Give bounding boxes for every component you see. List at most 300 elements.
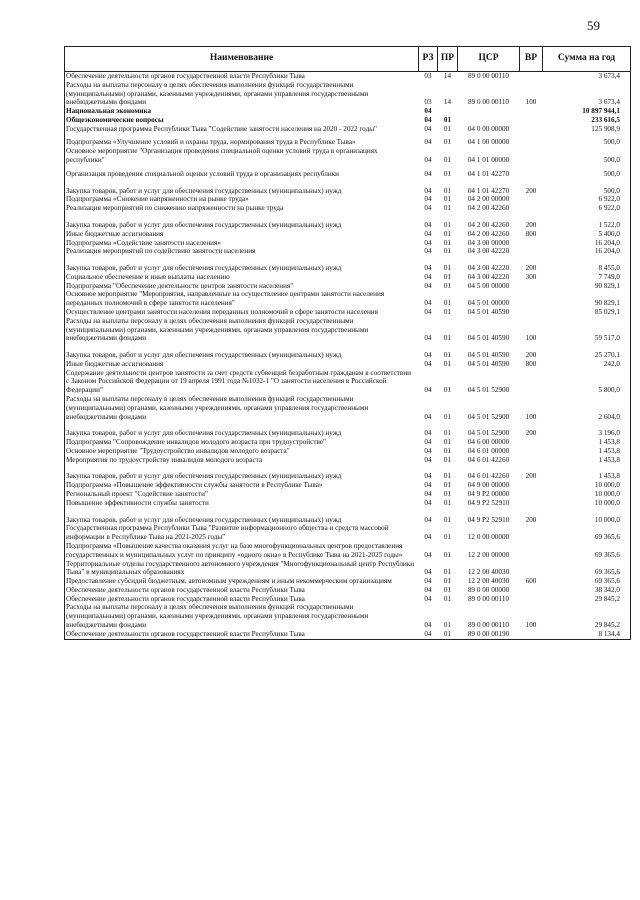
cell-vr: 200 (525, 515, 537, 524)
cell-vr: 100 (525, 620, 537, 629)
table-row (65, 369, 631, 395)
cell-vr (520, 560, 543, 578)
cell-csr: 89 0 00 00110 (467, 620, 510, 629)
table-row (65, 456, 631, 465)
cell-vr (520, 630, 543, 639)
cell-vr (520, 447, 543, 456)
cell-sum: 90 829,1 (594, 281, 620, 290)
table-row (65, 247, 631, 256)
cell-name: Расходы на выплаты персоналу в целях обеспечения выполнения функций государственными (муниципальными) органами, казенными учреждениями, органами управления государственными внебюджетными фондами (66, 316, 369, 343)
cell-rz: 04 (424, 429, 432, 438)
cell-rz: 04 (424, 455, 432, 464)
table-row (65, 524, 631, 542)
cell-pr: 01 (443, 585, 452, 594)
cell-sum: 25 270,1 (594, 351, 620, 360)
cell-name: Расходы на выплаты персоналу в целях обеспечения выполнения функций государственными (муниципальными) органами, казенными учреждениями, органами управления государственными внебюджетными фондами (66, 603, 369, 629)
page-number: 59 (587, 18, 600, 33)
cell-csr: 04 5 01 52900 (467, 429, 510, 438)
cell-name: Социальное обеспечение и иные выплаты населению (66, 272, 230, 281)
cell-csr: 89 0 00 00110 (467, 594, 510, 603)
table-row (65, 464, 631, 481)
cell-csr: 04 9 P2 52910 (467, 498, 510, 507)
cell-csr: 04 3 00 42220 (467, 247, 510, 256)
cell-csr: 89 0 00 00110 (467, 72, 510, 80)
cell-rz: 04 (424, 229, 432, 238)
header-csr: ЦСР (458, 47, 520, 72)
cell-name: Основное мероприятие "Трудоустройство инвалидов молодого возраста" (66, 446, 290, 455)
table-row (65, 308, 631, 317)
table-row (65, 481, 631, 490)
cell-rz: 03 (424, 72, 432, 80)
cell-sum: 69 365,6 (594, 533, 620, 542)
cell-csr: 04 5 01 40590 (467, 351, 510, 360)
cell-vr: 200 (525, 186, 537, 195)
cell-name: Реализация мероприятий по содействию занятости населения (66, 247, 256, 256)
cell-name: Подпрограмма «Содействие занятости населения» (66, 238, 221, 247)
cell-sum: 10 000,0 (594, 498, 620, 507)
table-row (65, 165, 631, 179)
cell-rz: 04 (424, 359, 432, 368)
cell-vr (520, 586, 543, 595)
cell-pr: 01 (443, 272, 452, 281)
cell-pr: 01 (443, 299, 452, 308)
cell-pr: 14 (443, 72, 452, 80)
header-pr: ПР (438, 47, 458, 72)
table-row (65, 499, 631, 508)
table-row (65, 230, 631, 239)
cell-sum: 5 400,0 (598, 229, 620, 238)
cell-sum: 38 342,0 (594, 585, 620, 594)
cell-rz: 04 (424, 299, 432, 308)
cell-rz: 04 (424, 272, 432, 281)
cell-sum: 10 000,0 (594, 490, 620, 499)
cell-pr: 01 (443, 577, 452, 586)
cell-sum: 3 673,4 (598, 72, 620, 80)
cell-sum: 500,0 (603, 186, 620, 195)
table-header (65, 47, 631, 72)
cell-pr: 01 (443, 334, 452, 343)
cell-csr: 04 9 P2 00000 (467, 490, 510, 499)
cell-vr (520, 116, 543, 125)
cell-pr: 01 (443, 429, 452, 438)
cell-sum: 29 845,2 (594, 594, 620, 603)
header-vr: ВР (520, 47, 543, 72)
cell-sum: 3 673,4 (598, 98, 620, 107)
cell-rz: 04 (424, 169, 432, 178)
cell-name: Подпрограмма «Снижение напряженности на рынке труда» (66, 195, 249, 204)
cell-name: Иные бюджетные ассигнования (66, 359, 164, 368)
cell-pr: 01 (443, 195, 452, 204)
cell-vr: 200 (525, 220, 537, 229)
cell-sum: 8 134,4 (598, 629, 620, 638)
cell-vr (520, 282, 543, 291)
cell-name: Территориальные отделы государственного автономного учреждения "Многофункциональный центр Республики Тыва" в муниципальных образованиях (66, 559, 415, 577)
table-row (65, 116, 631, 125)
cell-vr: 100 (525, 98, 537, 107)
cell-pr: 01 (443, 533, 452, 542)
table-row (65, 195, 631, 204)
cell-rz: 04 (424, 247, 432, 256)
table-row (65, 282, 631, 291)
cell-name: Общеэкономические вопросы (66, 115, 164, 124)
cell-rz: 04 (424, 472, 432, 481)
cell-pr: 01 (443, 438, 452, 447)
cell-csr: 04 6 00 00000 (467, 438, 510, 447)
cell-vr: 100 (525, 412, 537, 421)
cell-csr: 04 9 P2 52910 (467, 515, 510, 524)
cell-vr: 600 (525, 577, 537, 586)
cell-pr: 01 (443, 169, 452, 178)
cell-csr: 12 2 00 00000 (467, 550, 510, 559)
cell-name: Иные бюджетные ассигнования (66, 229, 164, 238)
cell-pr: 01 (443, 281, 452, 290)
table-row (65, 213, 631, 230)
cell-name: Подпрограмма "Обеспечение деятельности центров занятости населения" (66, 281, 294, 290)
cell-pr: 01 (443, 229, 452, 238)
cell-vr (520, 456, 543, 465)
cell-vr: 200 (525, 429, 537, 438)
cell-name: Закупка товаров, работ и услуг для обеспечения государственных (муниципальных) нужд (66, 429, 342, 438)
cell-pr: 01 (443, 186, 452, 195)
cell-pr: 01 (443, 455, 452, 464)
table-row (65, 603, 631, 629)
cell-csr: 04 2 00 42260 (467, 220, 510, 229)
cell-name: Обеспечение деятельности органов государственной власти Республики Тыва (66, 585, 305, 594)
cell-pr: 14 (443, 98, 452, 107)
cell-pr: 01 (443, 568, 452, 577)
cell-sum: 69 365,6 (594, 568, 620, 577)
cell-rz: 04 (424, 124, 432, 133)
cell-rz: 04 (424, 204, 432, 213)
table-row (65, 595, 631, 604)
header-name: Наименование (65, 47, 419, 72)
table-row (65, 290, 631, 308)
cell-pr: 01 (443, 359, 452, 368)
cell-name: Закупка товаров, работ и услуг для обеспечения государственных (муниципальных) нужд (66, 515, 342, 524)
cell-name: Государственная программа Республики Тыва "Развитие информационного общества и средств массовой информации в Республике Тыва на 2021-2025 годы" (66, 524, 389, 542)
cell-csr: 04 6 01 42260 (467, 472, 510, 481)
cell-pr: 01 (443, 594, 452, 603)
cell-sum: 3 196,0 (598, 429, 620, 438)
cell-name: Осуществление центрами занятости населения переданных полномочий в сфере занятости населения (66, 307, 378, 316)
cell-sum: 1 522,0 (598, 220, 620, 229)
cell-name: Закупка товаров, работ и услуг для обеспечения государственных (муниципальных) нужд (66, 351, 342, 360)
cell-csr: 04 5 01 40590 (467, 334, 510, 343)
cell-sum: 5 800,0 (598, 386, 620, 395)
cell-csr: 04 6 01 42260 (467, 455, 510, 464)
table-row (65, 577, 631, 586)
cell-csr: 04 1 00 00000 (467, 138, 510, 147)
cell-name: Обеспечение деятельности органов государственной власти Республики Тыва (66, 594, 305, 603)
cell-rz: 04 (424, 438, 432, 447)
cell-name: Национальная экономика (66, 107, 152, 116)
table-row (65, 508, 631, 525)
table-row (65, 490, 631, 499)
cell-vr: 200 (525, 264, 537, 273)
cell-vr (520, 165, 543, 179)
cell-rz: 04 (424, 490, 432, 499)
cell-sum: 10 897 944,1 (582, 107, 620, 116)
cell-csr (458, 116, 520, 125)
cell-rz: 04 (424, 446, 432, 455)
cell-vr (520, 247, 543, 256)
cell-rz: 04 (424, 281, 432, 290)
cell-name: Организация проведения специальной оценки условий труда в организациях республики (66, 169, 340, 178)
cell-name: Расходы на выплаты персоналу в целях обеспечения выполнения функций государственными (муниципальными) органами, казенными учреждениями, органами управления государственными внебюджетными фондами (66, 80, 369, 107)
cell-csr: 89 0 00 00000 (467, 585, 510, 594)
cell-pr: 01 (443, 412, 452, 421)
cell-name: Обеспечение деятельности органов государственной власти Республики Тыва (66, 72, 305, 80)
header-sum: Сумма на год (543, 47, 631, 72)
cell-vr (520, 481, 543, 490)
cell-sum: 7 749,0 (598, 272, 620, 281)
cell-name: Мероприятия по трудоустройству инвалидов молодого возраста (66, 455, 263, 464)
cell-vr (520, 125, 543, 134)
cell-csr: 04 6 01 00000 (467, 446, 510, 455)
cell-rz: 04 (424, 568, 432, 577)
cell-rz: 04 (424, 238, 432, 247)
cell-name: Предоставление субсидий бюджетным, автономным учреждениям и иным некоммерческим организациям (66, 577, 392, 586)
cell-csr: 04 5 01 00000 (467, 299, 510, 308)
table-row (65, 343, 631, 360)
cell-name: Закупка товаров, работ и услуг для обеспечения государственных (муниципальных) нужд (66, 220, 342, 229)
cell-sum: 1 453,8 (598, 472, 620, 481)
cell-sum: 69 365,6 (594, 577, 620, 586)
cell-pr: 01 (443, 156, 452, 165)
cell-vr (520, 524, 543, 542)
cell-name: Реализация мероприятий по снижению напряженности на рынке труда (66, 204, 284, 213)
cell-vr (520, 542, 543, 560)
cell-sum: 6 922,0 (598, 195, 620, 204)
cell-rz: 04 (424, 220, 432, 229)
table-row (65, 586, 631, 595)
cell-vr: 800 (525, 359, 537, 368)
cell-csr: 04 3 00 42220 (467, 264, 510, 273)
table-row (65, 630, 631, 639)
cell-name: Подпрограмма «Повышение качества оказания услуг на базе многофункциональных центров предоставления государственных и муниципальных услуг по принципу «одного окна» в Республике Тыва на 2021-2025 годы» (66, 541, 403, 559)
cell-rz: 04 (424, 515, 432, 524)
table-row (65, 179, 631, 196)
cell-pr: 01 (443, 629, 452, 638)
cell-pr: 01 (443, 220, 452, 229)
cell-rz: 04 (424, 107, 432, 116)
cell-pr: 01 (443, 490, 452, 499)
cell-pr: 01 (443, 472, 452, 481)
cell-rz: 04 (424, 351, 432, 360)
cell-name: Повышение эффективности службы занятости (66, 498, 209, 507)
cell-csr: 04 5 01 52900 (467, 386, 510, 395)
cell-sum: 1 453,8 (598, 446, 620, 455)
cell-csr: 04 1 01 00000 (467, 156, 510, 165)
cell-vr (520, 239, 543, 248)
cell-csr: 04 3 00 42220 (467, 272, 510, 281)
cell-sum: 500,0 (603, 138, 620, 147)
cell-pr: 01 (443, 351, 452, 360)
cell-sum: 85 029,1 (594, 307, 620, 316)
cell-csr: 12 0 00 00000 (467, 533, 510, 542)
table-row (65, 421, 631, 438)
cell-name: Закупка товаров, работ и услуг для обеспечения государственных (муниципальных) нужд (66, 472, 342, 481)
table-row (65, 395, 631, 421)
cell-pr: 01 (443, 138, 452, 147)
cell-pr: 01 (443, 115, 452, 124)
cell-vr (520, 490, 543, 499)
cell-sum: 90 829,1 (594, 299, 620, 308)
cell-vr (520, 107, 543, 116)
cell-vr (520, 147, 543, 165)
cell-sum: 59 517,0 (594, 334, 620, 343)
cell-sum: 16 204,0 (594, 238, 620, 247)
cell-rz: 04 (424, 498, 432, 507)
cell-sum: 29 845,2 (594, 620, 620, 629)
cell-vr (520, 133, 543, 147)
cell-rz: 04 (424, 264, 432, 273)
cell-rz: 04 (424, 594, 432, 603)
cell-name: Закупка товаров, работ и услуг для обеспечения государственных (муниципальных) нужд (66, 264, 342, 273)
cell-name: Обеспечение деятельности органов государственной власти Республики Тыва (66, 629, 305, 638)
cell-csr: 04 2 00 42260 (467, 204, 510, 213)
cell-rz: 04 (424, 412, 432, 421)
cell-csr: 04 5 01 40590 (467, 307, 510, 316)
cell-vr: 300 (525, 272, 537, 281)
cell-name: Подпрограмма "Сопровождение инвалидов молодого возраста при трудоустройстве" (66, 438, 326, 447)
cell-name: Государственная программа Республики Тыва "Содействие занятости населения на 2020 - 2022 годы" (66, 124, 377, 133)
cell-sum: 6 922,0 (598, 204, 620, 213)
table-row (65, 147, 631, 165)
cell-rz: 04 (424, 307, 432, 316)
cell-pr: 01 (443, 204, 452, 213)
cell-csr: 04 1 01 42270 (467, 169, 510, 178)
cell-vr (520, 499, 543, 508)
table-row (65, 542, 631, 560)
cell-sum: 242,0 (603, 359, 620, 368)
header-rz: РЗ (419, 47, 438, 72)
table-body (65, 72, 631, 640)
cell-sum: 500,0 (603, 169, 620, 178)
cell-pr: 01 (443, 481, 452, 490)
cell-vr (520, 369, 543, 395)
cell-vr (520, 290, 543, 308)
cell-name: Подпрограмма «Повышение эффективности службы занятости в Республике Тыва» (66, 481, 323, 490)
cell-pr: 01 (443, 238, 452, 247)
cell-name: Региональный проект "Содействие занятости" (66, 490, 208, 499)
table-row (65, 107, 631, 116)
cell-csr: 04 2 00 42260 (467, 229, 510, 238)
cell-pr: 01 (443, 247, 452, 256)
cell-sum: 1 453,8 (598, 455, 620, 464)
cell-name: Основное мероприятие "Организация проведения специальной оценки условий труда в организациях республики" (66, 147, 378, 165)
cell-csr: 12 2 00 40030 (467, 568, 510, 577)
table-row (65, 125, 631, 134)
cell-pr: 01 (443, 124, 452, 133)
cell-name: Расходы на выплаты персоналу в целях обеспечения выполнения функций государственными (муниципальными) органами, казенными учреждениями, органами управления государственными внебюджетными фондами (66, 395, 369, 421)
cell-csr: 04 5 00 00000 (467, 281, 510, 290)
cell-pr: 01 (443, 550, 452, 559)
cell-name: Закупка товаров, работ и услуг для обеспечения государственных (муниципальных) нужд (66, 186, 342, 195)
cell-pr: 01 (443, 498, 452, 507)
cell-sum: 1 453,8 (598, 438, 620, 447)
cell-pr: 01 (443, 264, 452, 273)
cell-pr: 01 (443, 446, 452, 455)
table-row (65, 273, 631, 282)
table-row (65, 256, 631, 273)
cell-csr (458, 107, 520, 116)
cell-name: Основное мероприятие "Мероприятия, направленные на осуществление центрами занятости населения переданных полномочий в сфере занятости населения" (66, 290, 385, 308)
cell-sum: 16 204,0 (594, 247, 620, 256)
cell-csr: 04 5 01 52900 (467, 412, 510, 421)
table-row (65, 360, 631, 369)
cell-vr: 200 (525, 351, 537, 360)
cell-vr: 800 (525, 229, 537, 238)
cell-vr (520, 308, 543, 317)
cell-csr: 04 5 01 40590 (467, 359, 510, 368)
cell-rz: 04 (424, 195, 432, 204)
cell-rz: 04 (424, 629, 432, 638)
cell-rz: 04 (424, 386, 432, 395)
cell-rz: 04 (424, 156, 432, 165)
cell-rz: 04 (424, 577, 432, 586)
cell-sum: 8 455,0 (598, 264, 620, 273)
cell-vr (520, 72, 543, 81)
cell-rz: 04 (424, 550, 432, 559)
cell-vr (520, 438, 543, 447)
cell-sum: 10 000,0 (594, 481, 620, 490)
cell-csr: 04 2 00 00000 (467, 195, 510, 204)
cell-vr (520, 195, 543, 204)
cell-name: Содержание деятельности центров занятости за счет средств субвенций безработным гражданам в соответствии с Законом Российской Федерации от 19 апреля 1991 года №1032-1 "О занятости населения в Российской Федерации" (66, 368, 412, 395)
table-row (65, 560, 631, 578)
cell-vr: 100 (525, 334, 537, 343)
cell-pr: 01 (443, 620, 452, 629)
cell-rz: 04 (424, 334, 432, 343)
cell-csr: 04 3 00 00000 (467, 238, 510, 247)
cell-csr: 89 0 00 00110 (467, 98, 510, 107)
table-row (65, 72, 631, 81)
table-row (65, 133, 631, 147)
cell-csr: 04 0 00 00000 (467, 124, 510, 133)
cell-sum: 69 365,6 (594, 550, 620, 559)
budget-table (64, 46, 631, 640)
cell-vr (520, 595, 543, 604)
cell-sum: 10 000,0 (594, 515, 620, 524)
cell-vr: 200 (525, 472, 537, 481)
table-row (65, 204, 631, 213)
cell-vr (520, 204, 543, 213)
cell-name: Подпрограмма «Улучшение условий и охраны труда, нормирования труда в Республике Тыва» (66, 138, 356, 147)
cell-csr: 04 9 00 00000 (467, 481, 510, 490)
cell-rz: 04 (424, 620, 432, 629)
table-row (65, 81, 631, 107)
cell-sum: 500,0 (603, 156, 620, 165)
cell-sum: 2 604,0 (598, 412, 620, 421)
cell-sum: 125 908,9 (591, 124, 620, 133)
cell-pr (438, 107, 458, 116)
cell-pr: 01 (443, 386, 452, 395)
cell-rz: 04 (424, 481, 432, 490)
cell-rz: 04 (424, 138, 432, 147)
cell-pr: 01 (443, 515, 452, 524)
cell-rz: 04 (424, 115, 432, 124)
table-row (65, 239, 631, 248)
table-row (65, 317, 631, 343)
table-row (65, 438, 631, 447)
cell-csr: 04 1 01 42270 (467, 186, 510, 195)
cell-csr: 12 2 00 40030 (467, 577, 510, 586)
cell-rz: 04 (424, 186, 432, 195)
table-row (65, 447, 631, 456)
cell-pr: 01 (443, 307, 452, 316)
cell-rz: 04 (424, 533, 432, 542)
